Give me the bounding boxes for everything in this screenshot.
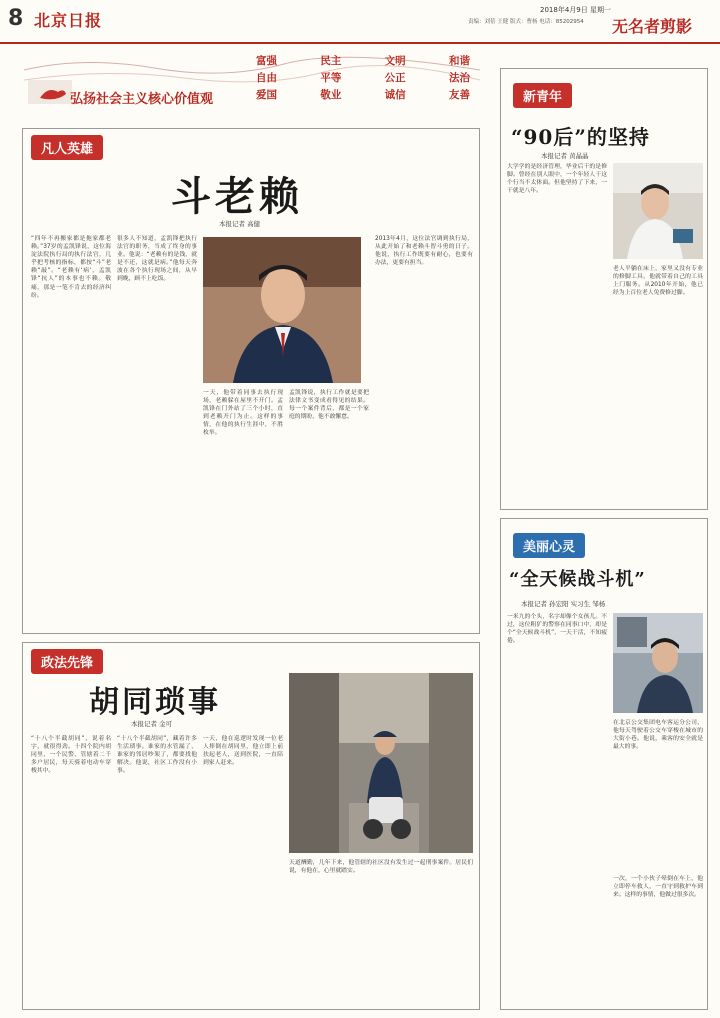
slogan: 富强	[256, 55, 277, 67]
police-illustration	[289, 673, 473, 853]
masthead	[0, 0, 720, 44]
story-title: “全天候战斗机”	[509, 569, 646, 590]
paper-name: 北京日报	[34, 11, 103, 30]
slogan: 民主	[320, 55, 342, 67]
section-label: 新青年	[513, 83, 572, 108]
section-title: 无名者剪影	[612, 17, 693, 36]
story-hutong	[22, 642, 480, 1010]
portrait-illustration	[613, 613, 703, 713]
byline: 本报记者 黄晶晶	[541, 152, 589, 160]
story-90s-persistence	[500, 68, 708, 510]
dateline: 2018年4月9日 星期一	[540, 6, 611, 14]
portrait-photo	[613, 163, 703, 259]
story-column: 天道酬勤，几年下来，他管辖的社区没有发生过一起刑事案件。居民们说，有他在，心里就踏实。	[289, 860, 473, 875]
police-photo	[289, 673, 473, 853]
section-label: 政法先锋	[31, 649, 103, 674]
byline: 本报记者 金可	[131, 720, 173, 728]
portrait-illustration	[613, 163, 703, 259]
section-label: 凡人英雄	[31, 135, 103, 160]
slogan: 自由	[256, 72, 277, 84]
story-all-weather	[500, 518, 708, 1010]
story-column: “十八个半截胡同”，说着名字，就很得劲。十四个院内胡同里，一个民警，管辖着二千多户居民，每天骑着电动车穿梭其中。	[31, 736, 111, 775]
story-column: 很多人不知道，孟凯锋把执行法官的职务，当成了终身的事业。他说：“老赖有的是钱，就是不还，这就是病。”他每天奔波在各个执行现场之间，从早到晚，顾不上吃饭。	[117, 236, 197, 283]
story-column: 孟凯锋说，执行工作就是要把法律文书变成看得见的结果。每一个案件背后，都是一个家庭的期盼，他不敢懈怠。	[289, 390, 369, 421]
slogan: 法治	[448, 72, 470, 84]
slogan: 友善	[448, 89, 470, 101]
slogan: 和谐	[448, 55, 470, 67]
story-column: “十八个半截胡同”，藏着许多生活琐事。谁家的水管漏了，谁家的邻居吵架了，都要找他解决。他说，社区工作没有小事。	[117, 736, 197, 775]
story-column: “四年不再搬家都是拖家都老赖。”37岁的孟凯锋说，这位海淀法院执行局的执行法官，几乎把考核的指标，都按“斗”老赖“敲”。“老赖有‘病’，孟凯锋“抗人”的本事也不赖。敬痛，那是一笔不肯去的经济纠纷。	[31, 236, 111, 299]
editor-credits: 责编：刘蓓 王健 版式：曹杨 电话：85202954	[468, 19, 584, 25]
portrait-photo	[613, 613, 703, 713]
slogan: 平等	[320, 72, 342, 84]
story-dou-laolai	[22, 128, 480, 634]
slogan: 诚信	[384, 89, 406, 101]
slogan: 爱国	[256, 89, 277, 101]
byline: 本报记者 孙宏阳 实习生 邹杨	[521, 600, 606, 608]
story-column: 在北京公交集团电车客运分公司，他每天驾驶着公交车穿梭在城市的大街小巷。他说，乘客的安全就是最大的事。	[613, 720, 703, 751]
values-banner	[24, 50, 480, 108]
page-number: 8	[8, 6, 24, 31]
banner-title: 弘扬社会主义核心价值观	[70, 92, 214, 107]
story-column: 一次，一个小伙子晕倒在车上，他立即停车救人，一直守到救护车到来。这样的事情，他做过很多次。	[613, 876, 703, 899]
slogan-grid	[256, 53, 470, 104]
slogan: 敬业	[320, 89, 342, 101]
slogan: 文明	[384, 55, 406, 67]
byline: 本报记者 高健	[219, 220, 261, 228]
portrait-illustration	[203, 237, 361, 383]
story-column: 一天，他在巡逻时发现一位老人摔倒在胡同里，他立即上前扶起老人，送到医院，一直陪到家人赶来。	[203, 736, 283, 767]
section-label: 美丽心灵	[513, 533, 585, 558]
story-column: 老人平躺在床上，家里又没有专业的修脚工具，他就带着自己的工具上门服务。从2010年开始，他已经为上百位老人免费修过脚。	[613, 266, 703, 297]
slogan: 公正	[384, 72, 406, 84]
story-column: 大学学的是经济管理，毕业后干的是修脚。曾经在别人眼中，一个年轻人干这个行当不太体面。但他坚持了下来，一干就是八年。	[507, 164, 607, 195]
portrait-photo	[203, 237, 361, 383]
story-title: 胡同琐事	[89, 685, 221, 720]
story-column: 一天，他带着同事去执行现场，老赖躲在屋里不开门。孟凯锋在门外站了三个小时，直到老赖开门为止。这样的事情，在他的执行生涯中，不胜枚举。	[203, 390, 283, 437]
story-column: 一米九的个头，名字却像个女孩儿。不过，这位粗犷的警察在同事口中，却是个“全天候战斗机”，一天干活，不知疲倦。	[507, 614, 607, 645]
story-title: 斗老赖	[171, 173, 303, 220]
story-column: 2013年4月，这位法官调到执行局，从此开始了和老赖斗智斗勇的日子。他说，执行工作既要有耐心，也要有办法，更要有担当。	[375, 236, 473, 267]
story-title: “90后”的坚持	[511, 125, 650, 149]
dove-icon	[38, 84, 68, 104]
